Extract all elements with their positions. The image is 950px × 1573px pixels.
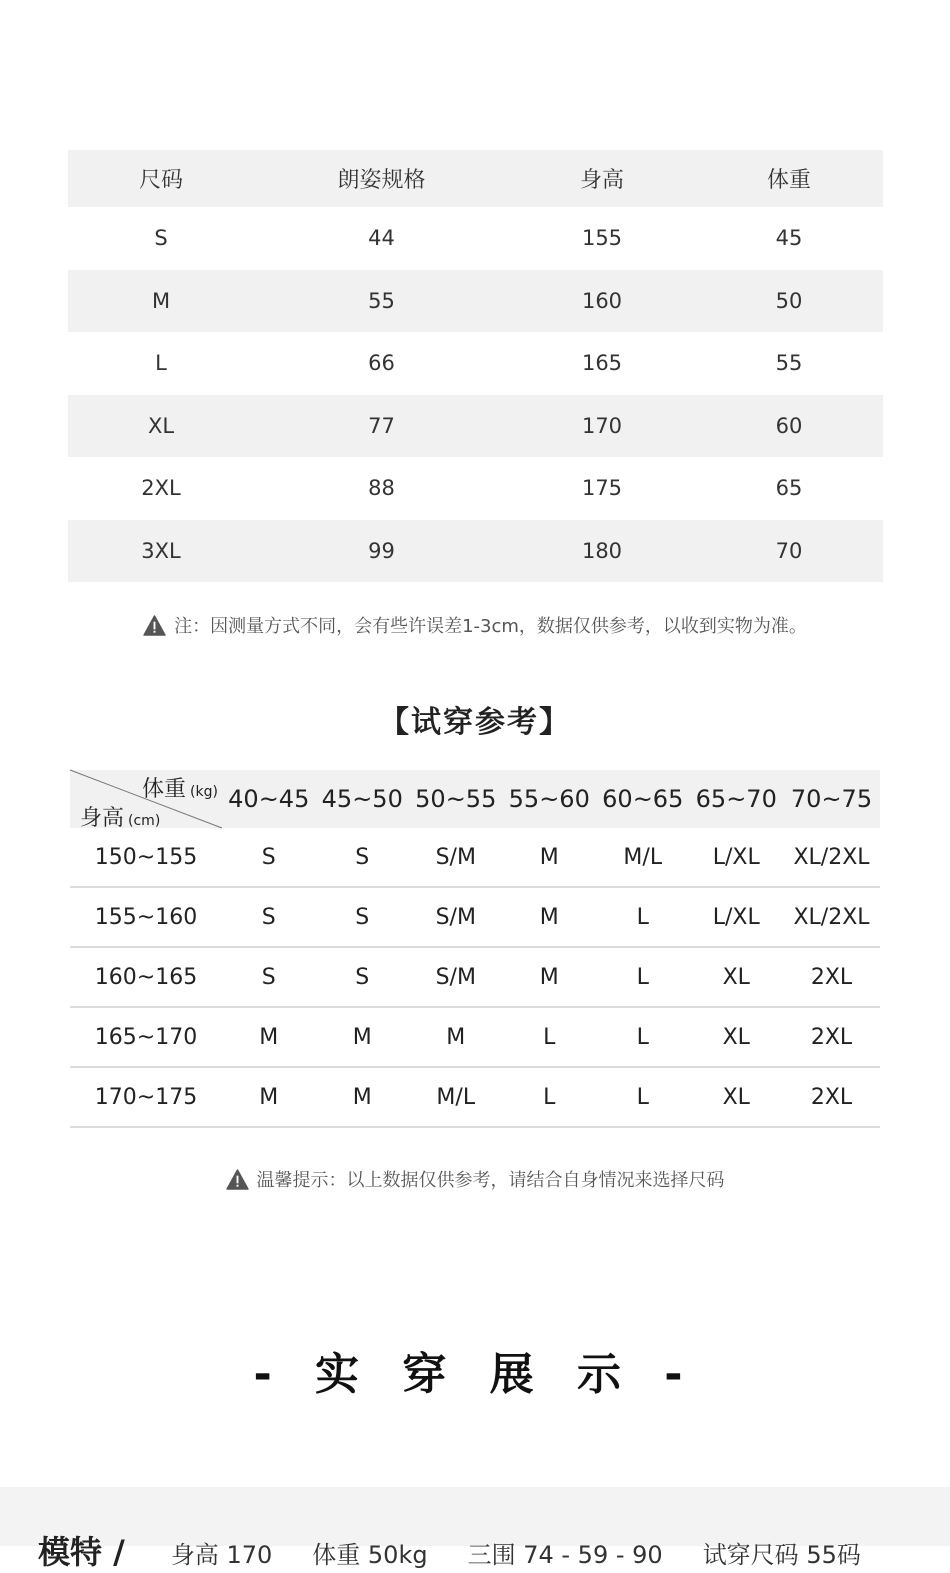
table-cell: 50 (775, 288, 803, 313)
table-cell: L (636, 964, 649, 990)
size-table (68, 150, 883, 582)
weight-axis-text: 体重 (142, 777, 187, 802)
model-measurements: 三围 74 - 59 - 90 (467, 1541, 663, 1569)
table-cell: M (151, 288, 171, 313)
weight-range-header: 50~55 (415, 785, 497, 813)
fit-tip-text: 温馨提示：以上数据仅供参考，请结合自身情况来选择尺码 (256, 1170, 725, 1191)
model-weight: 体重 50kg (312, 1541, 428, 1569)
table-row (70, 1008, 880, 1068)
warning-icon (143, 615, 166, 636)
weight-range-header: 70~75 (790, 785, 873, 813)
table-cell: 77 (368, 413, 395, 438)
weight-unit: (kg) (190, 784, 218, 800)
table-cell: S (355, 904, 370, 930)
model-fit-size: 试穿尺码 55码 (702, 1541, 861, 1569)
table-cell: L (636, 904, 649, 930)
table-cell: 170 (581, 413, 623, 438)
table-row (70, 888, 880, 948)
table-cell: L (155, 351, 167, 376)
table-cell: M/L (436, 1084, 476, 1110)
height-unit: (cm) (128, 813, 161, 829)
height-range-label: 170~175 (94, 1084, 198, 1110)
height-range-label: 160~165 (94, 964, 198, 990)
corner-header-cell (70, 770, 222, 831)
table-cell: M (539, 844, 559, 870)
table-row (70, 1068, 880, 1128)
warning-icon (226, 1169, 249, 1190)
weight-range-header: 40~45 (228, 785, 310, 813)
model-info-line (38, 1527, 861, 1573)
table-cell: XL/2XL (793, 904, 870, 930)
table-cell: 60 (775, 413, 803, 438)
header-size: 尺码 (138, 168, 183, 193)
table-cell: L (543, 1084, 556, 1110)
table-cell: 2XL (810, 964, 853, 990)
table-cell: L (636, 1024, 649, 1050)
size-table-header (68, 150, 883, 207)
table-row (68, 207, 883, 270)
table-cell: 2XL (141, 476, 181, 501)
table-cell: 44 (368, 226, 395, 251)
table-cell: 180 (581, 538, 623, 563)
table-cell: 3XL (141, 538, 181, 563)
table-cell: XL/2XL (793, 844, 870, 870)
measurement-note (0, 612, 950, 638)
table-cell: 55 (368, 288, 395, 313)
table-cell: S (261, 904, 276, 930)
weight-range-header: 60~65 (602, 785, 684, 813)
table-cell: 2XL (810, 1084, 853, 1110)
table-cell: M (352, 1024, 372, 1050)
table-cell: S/M (435, 844, 476, 870)
table-cell: XL (722, 1024, 750, 1050)
table-row (70, 948, 880, 1008)
table-cell: M (539, 904, 559, 930)
fit-tip-note (0, 1166, 950, 1192)
table-cell: L/XL (712, 904, 760, 930)
table-cell: XL (147, 413, 175, 438)
weight-range-header: 55~60 (508, 785, 590, 813)
table-row (68, 520, 883, 583)
measurement-note-text: 注：因测量方式不同，会有些许误差1-3cm，数据仅供参考，以收到实物为准。 (174, 616, 807, 637)
weight-axis-label (142, 772, 218, 803)
height-axis-text: 身高 (80, 806, 125, 831)
table-cell: L (636, 1084, 649, 1110)
height-range-label: 165~170 (94, 1024, 198, 1050)
table-cell: L/XL (712, 844, 760, 870)
table-cell: S (355, 844, 370, 870)
table-row (68, 457, 883, 520)
table-cell: M (259, 1024, 279, 1050)
table-row (68, 395, 883, 458)
table-cell: 165 (581, 351, 623, 376)
table-cell: S/M (435, 904, 476, 930)
table-cell: XL (722, 1084, 750, 1110)
table-cell: 55 (775, 351, 803, 376)
weight-range-header: 65~70 (695, 785, 777, 813)
fit-table-header (70, 770, 880, 831)
table-cell: M (352, 1084, 372, 1110)
table-cell: 155 (581, 226, 623, 251)
table-cell: 2XL (810, 1024, 853, 1050)
table-cell: M (259, 1084, 279, 1110)
header-weight: 体重 (766, 168, 811, 193)
height-range-label: 150~155 (94, 844, 198, 870)
table-cell: S (261, 964, 276, 990)
table-cell: 45 (775, 226, 803, 251)
table-cell: S (261, 844, 276, 870)
table-cell: S/M (435, 964, 476, 990)
table-cell: 66 (368, 351, 395, 376)
height-axis-label (80, 801, 160, 832)
table-cell: 88 (368, 476, 395, 501)
table-cell: 65 (775, 476, 803, 501)
table-cell: M (446, 1024, 466, 1050)
weight-range-header: 45~50 (321, 785, 403, 813)
table-cell: 160 (581, 288, 623, 313)
table-cell: M (539, 964, 559, 990)
table-cell: M/L (623, 844, 663, 870)
table-row (68, 270, 883, 333)
header-spec: 朗姿规格 (337, 168, 426, 193)
table-cell: XL (722, 964, 750, 990)
model-info-band (0, 1487, 950, 1571)
table-row (70, 828, 880, 888)
table-cell: S (355, 964, 370, 990)
table-cell: 70 (775, 538, 803, 563)
table-cell: L (543, 1024, 556, 1050)
fit-reference-table (70, 770, 880, 1128)
table-cell: S (154, 226, 168, 251)
height-range-label: 155~160 (94, 904, 198, 930)
model-height: 身高 170 (170, 1541, 273, 1569)
model-label: 模特 / (38, 1533, 125, 1571)
fit-reference-title: 【试穿参考】 (379, 705, 571, 740)
table-row (68, 332, 883, 395)
section-title: - 实 穿 展 示 - (253, 1349, 697, 1400)
header-height: 身高 (579, 168, 624, 193)
table-cell: 99 (368, 538, 395, 563)
table-cell: 175 (581, 476, 623, 501)
